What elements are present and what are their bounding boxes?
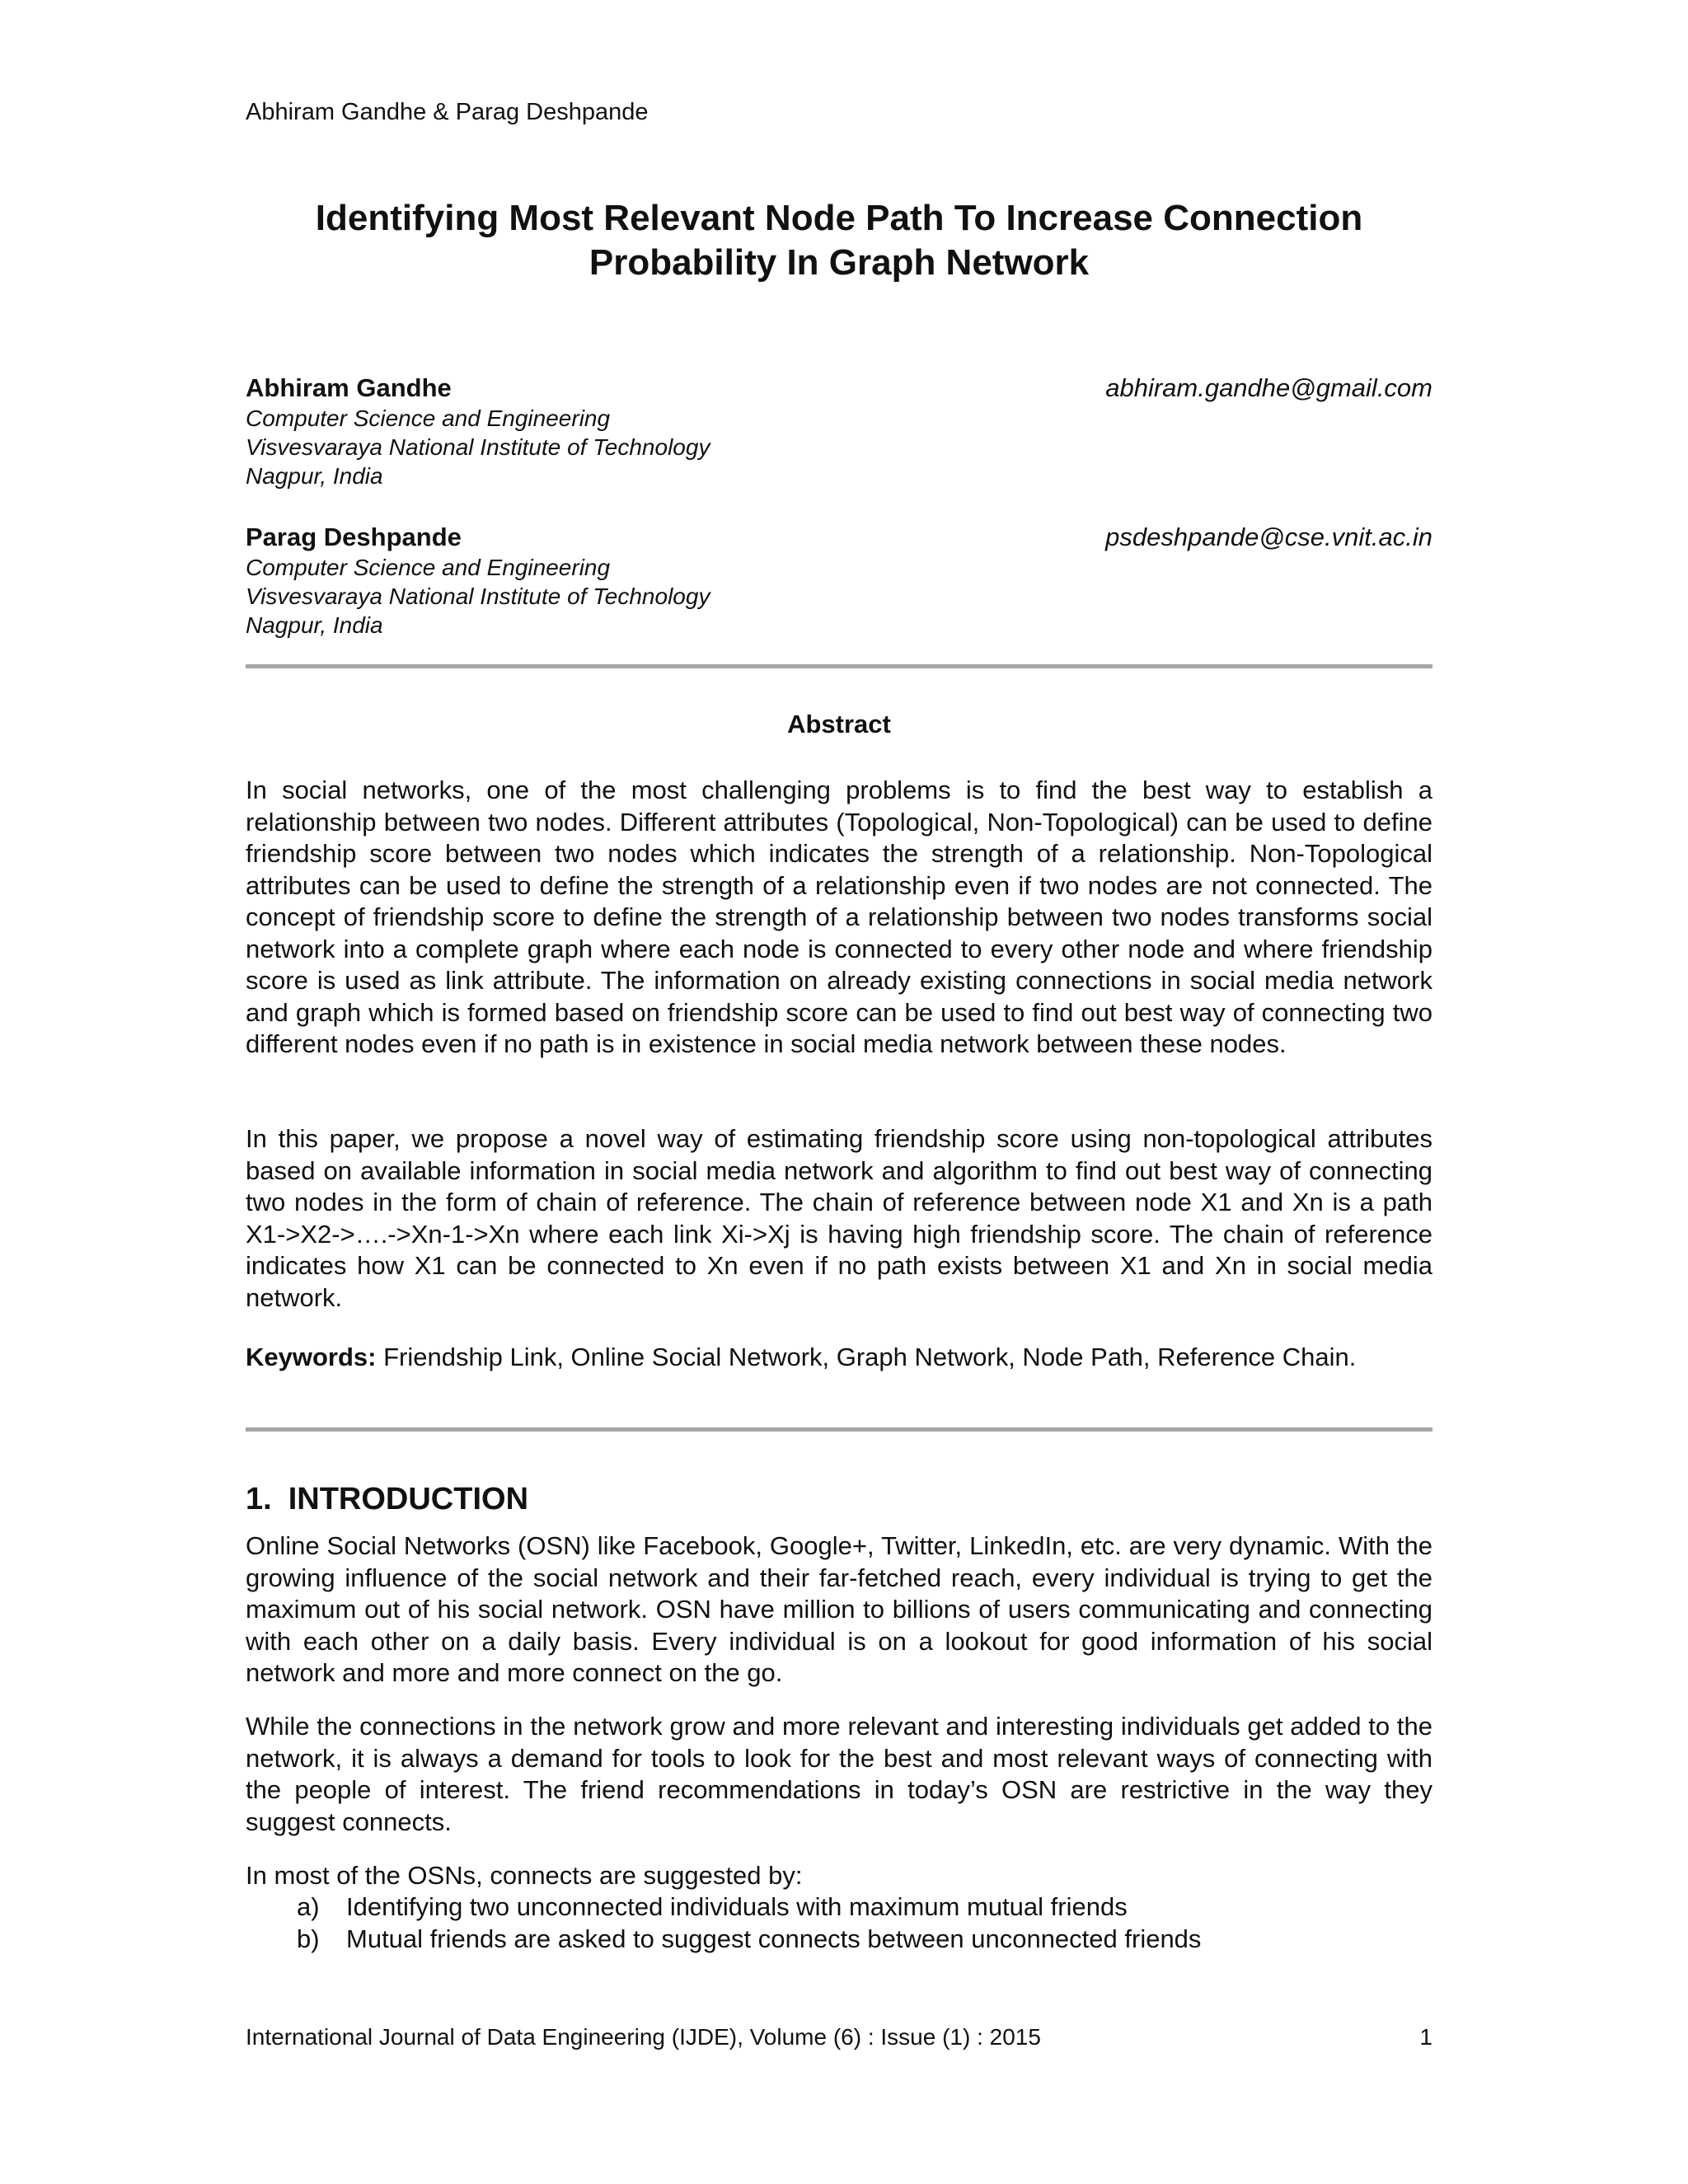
list-item-text: Mutual friends are asked to suggest connects between unconnected friends [346,1924,1202,1953]
intro-paragraph-1: Online Social Networks (OSN) like Facebook, Google+, Twitter, LinkedIn, etc. are very dynamic. With the growing influence of the social network and their far-fetched reach, every individual is trying to get the maximum out of his social network. OSN have million to billions of users communicating and connecting with each other on a daily basis. Every individual is on a lookout for good information of his social network and more and more connect on the go. [246,1531,1432,1687]
section-title: INTRODUCTION [288,1482,529,1516]
list-marker: a) [297,1892,320,1921]
abstract-paragraph-2: In this paper, we propose a novel way of estimating friendship score using non-topological attributes based on available information in social media network and algorithm to find out best way of connecting two nodes in the form of chain of reference. The chain of reference between node X1 and Xn is a path X1->X2->….->Xn-1->Xn where each link Xi->Xj is having high friendship score. The chain of reference indicates how X1 can be connected to Xn even if no path exists between X1 and Xn in social media network. [246,1124,1432,1312]
intro-list [246,1891,1432,1955]
section-number: 1. [246,1482,272,1516]
author-department: Computer Science and Engineering [246,555,611,580]
paper-title [246,196,1432,285]
journal-citation: International Journal of Data Engineering (IJDE), Volume (6) : Issue (1) : 2015 [246,2024,1041,2050]
author-email[interactable]: abhiram.gandhe@gmail.com [1105,373,1432,402]
author-block-1 [246,373,1432,490]
author-name: Abhiram Gandhe [246,373,452,402]
author-institute: Visvesvaraya National Institute of Technology [246,583,710,609]
abstract-paragraph-1: In social networks, one of the most challenging problems is to find the best way to establish a relationship between two nodes. Different attributes (Topological, Non-Topological) can be used to define friendship score between two nodes which indicates the strength of a relationship. Non-Topological attributes can be used to define the strength of a relationship even if two nodes are not connected. The concept of friendship score to define the strength of a relationship between two nodes transforms social network into a complete graph where each node is connected to every other node and where friendship score is used as link attribute. The information on already existing connections in social media network and graph which is formed based on friendship score can be used to find out best way of connecting two different nodes even if no path is in existence in social media network between these nodes. [246,776,1432,1058]
abstract-heading: Abstract [787,710,891,738]
page-number: 1 [1419,2024,1432,2050]
abstract-divider [246,1427,1432,1432]
author-block-2 [246,522,1432,640]
list-item-text: Identifying two unconnected individuals with maximum mutual friends [346,1892,1128,1921]
author-location: Nagpur, India [246,612,383,638]
author-institute: Visvesvaraya National Institute of Technology [246,434,710,460]
title-line-1: Identifying Most Relevant Node Path To Increase Connection [315,198,1363,238]
keywords-text: Friendship Link, Online Social Network, Graph Network, Node Path, Reference Chain. [383,1343,1357,1371]
keywords-label: Keywords: [246,1343,377,1371]
author-department: Computer Science and Engineering [246,405,611,431]
title-line-2: Probability In Graph Network [588,242,1090,283]
author-email[interactable]: psdeshpande@cse.vnit.ac.in [1105,523,1432,551]
header-divider [246,664,1432,668]
author-location: Nagpur, India [246,463,383,489]
author-name: Parag Deshpande [246,523,462,551]
running-header: Abhiram Gandhe & Parag Deshpande [246,99,649,125]
list-item [246,1924,1432,1956]
list-item [246,1891,1432,1924]
intro-paragraph-3: In most of the OSNs, connects are suggested by: [246,1861,803,1890]
keywords [246,1342,1432,1374]
section-heading-introduction [246,1480,528,1518]
page-footer [246,2022,1432,2051]
intro-paragraph-2: While the connections in the network grow and more relevant and interesting individuals get added to the network, it is always a demand for tools to look for the best and most relevant ways of connecting with the people of interest. The friend recommendations in today’s OSN are restrictive in the way they suggest connects. [246,1712,1432,1836]
list-marker: b) [297,1924,320,1953]
